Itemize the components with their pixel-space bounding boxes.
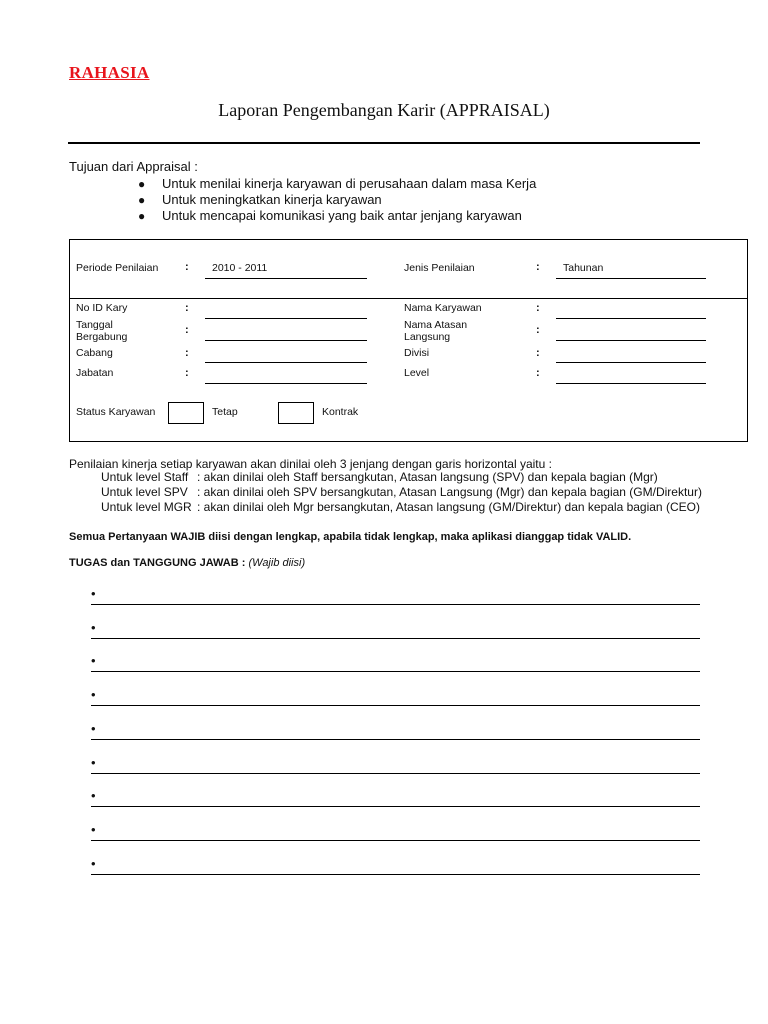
tasks-heading-text: TUGAS dan TANGGUNG JAWAB :	[69, 557, 249, 569]
task-bullet-icon: •	[91, 720, 96, 736]
level-desc: : akan dinilai oleh SPV bersangkutan, Atasan Langsung (Mgr) dan kepala bagian (GM/Direktur)	[197, 485, 702, 499]
id-karyawan-field[interactable]	[205, 318, 367, 319]
level-label: Level	[404, 367, 430, 379]
periode-field[interactable]	[205, 278, 367, 279]
task-bullet-icon: •	[91, 754, 96, 770]
task-line-field[interactable]	[91, 638, 700, 639]
cabang-label: Cabang	[76, 347, 113, 359]
validity-warning: Semua Pertanyaan WAJIB diisi dengan lengkap, apabila tidak lengkap, maka aplikasi dianggap tidak VALID.	[69, 531, 632, 543]
task-line-field[interactable]	[91, 705, 700, 706]
field-colon: :	[185, 347, 189, 359]
jenis-value: Tahunan	[563, 262, 604, 274]
level-name: Untuk level SPV	[101, 485, 188, 499]
periode-label: Periode Penilaian	[76, 262, 159, 274]
tasks-required-note: (Wajib diisi)	[248, 557, 306, 569]
purpose-item-text: Untuk mencapai komunikasi yang baik antar jenjang karyawan	[162, 208, 522, 223]
purpose-item-text: Untuk menilai kinerja karyawan di perusahaan dalam masa Kerja	[162, 176, 537, 191]
tanggal-bergabung-field[interactable]	[205, 340, 367, 341]
level-row-staff	[101, 470, 658, 484]
purpose-heading: Tujuan dari Appraisal :	[69, 159, 198, 174]
field-colon: :	[185, 302, 189, 314]
purpose-list	[138, 176, 536, 224]
jenis-field[interactable]	[556, 278, 706, 279]
task-bullet-icon: •	[91, 653, 96, 669]
task-bullet-icon: •	[91, 586, 96, 601]
levels-intro: Penilaian kinerja setiap karyawan akan dinilai oleh 3 jenjang dengan garis horizontal yaitu :	[69, 457, 552, 471]
nama-karyawan-label: Nama Karyawan	[404, 302, 482, 314]
nama-karyawan-field[interactable]	[556, 318, 706, 319]
document-title: Laporan Pengembangan Karir (APPRAISAL)	[218, 100, 550, 120]
nama-atasan-field[interactable]	[556, 340, 706, 341]
task-bullet-icon: •	[91, 855, 96, 871]
level-name: Untuk level Staff	[101, 470, 189, 484]
periode-value: 2010 - 2011	[212, 262, 268, 274]
task-line-field[interactable]	[91, 739, 700, 740]
level-desc: : akan dinilai oleh Mgr bersangkutan, Atasan langsung (GM/Direktur) dan kepala bagian (CEO)	[197, 500, 700, 514]
bullet-icon: ●	[138, 177, 146, 191]
field-colon: :	[536, 302, 540, 314]
field-colon: :	[536, 347, 540, 359]
level-desc: : akan dinilai oleh Staff bersangkutan, Atasan langsung (SPV) dan kepala bagian (Mgr)	[197, 470, 658, 484]
jabatan-label: Jabatan	[76, 367, 114, 379]
purpose-item	[138, 208, 536, 224]
field-colon: :	[536, 367, 540, 379]
tanggal-bergabung-label: Tanggal Bergabung	[76, 319, 128, 343]
task-line-field[interactable]	[91, 604, 700, 605]
id-karyawan-label: No ID Kary	[76, 302, 128, 314]
field-colon: :	[185, 324, 189, 336]
purpose-item	[138, 192, 536, 208]
field-colon: :	[536, 324, 540, 336]
task-line-field[interactable]	[91, 840, 700, 841]
jabatan-field[interactable]	[205, 383, 367, 384]
jenis-label: Jenis Penilaian	[404, 262, 475, 274]
divisi-label: Divisi	[404, 347, 430, 359]
periode-colon: :	[185, 261, 189, 273]
status-kontrak-checkbox[interactable]	[278, 402, 314, 424]
task-line-field[interactable]	[91, 806, 700, 807]
tasks-heading	[69, 557, 305, 569]
task-line-field[interactable]	[91, 874, 700, 875]
task-line-field[interactable]	[91, 671, 700, 672]
status-tetap-checkbox[interactable]	[168, 402, 204, 424]
status-karyawan-label: Status Karyawan	[76, 406, 156, 418]
task-bullet-icon: •	[91, 619, 96, 635]
level-row-mgr	[101, 500, 700, 514]
nama-atasan-label: Nama Atasan Langsung	[404, 319, 468, 343]
level-name: Untuk level MGR	[101, 500, 192, 514]
status-tetap-label: Tetap	[212, 406, 238, 418]
level-row-spv	[101, 485, 702, 499]
purpose-item	[138, 176, 536, 192]
level-field[interactable]	[556, 383, 706, 384]
purpose-item-text: Untuk meningkatkan kinerja karyawan	[162, 192, 382, 207]
cabang-field[interactable]	[205, 362, 367, 363]
divisi-field[interactable]	[556, 362, 706, 363]
task-line-field[interactable]	[91, 773, 700, 774]
task-bullet-icon: •	[91, 821, 96, 837]
bullet-icon: ●	[138, 209, 146, 223]
task-bullet-icon: •	[91, 687, 96, 703]
confidential-label: RAHASIA	[69, 63, 150, 82]
title-divider	[68, 142, 700, 144]
bullet-icon: ●	[138, 193, 146, 207]
field-colon: :	[185, 367, 189, 379]
task-bullet-icon: •	[91, 788, 96, 804]
box-divider	[69, 298, 748, 299]
status-kontrak-label: Kontrak	[322, 406, 359, 418]
jenis-colon: :	[536, 261, 540, 273]
